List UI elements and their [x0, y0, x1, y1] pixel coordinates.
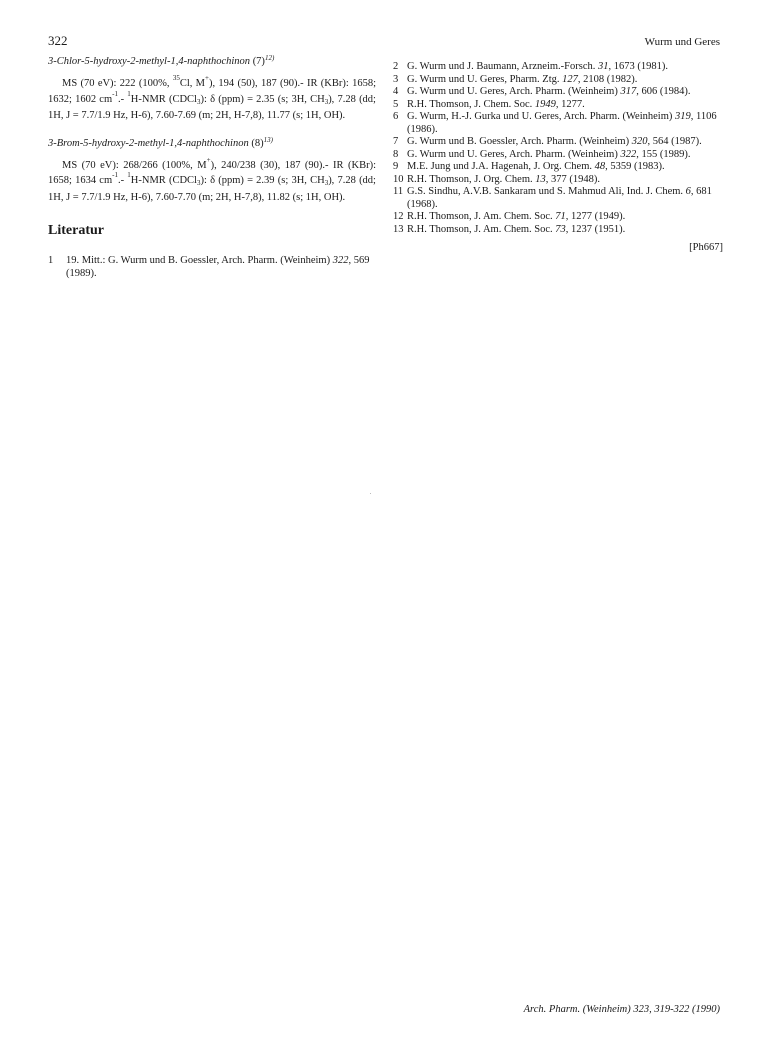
- compound-7-name: 3-Chlor-5-hydroxy-2-methyl-1,4-naphthochinon: [48, 56, 251, 67]
- reference-number: 6: [393, 111, 399, 122]
- ref-citation: R.H. Thomson, J. Chem. Soc.: [407, 98, 535, 110]
- reference-number: 4: [393, 86, 399, 97]
- data-text: MS (70 eV): 268/266 (100%, M: [62, 159, 207, 171]
- ref-citation-end: , 1106 (1986).: [407, 111, 717, 135]
- data-sub: 3: [324, 179, 329, 187]
- ref-volume: 73: [555, 223, 566, 235]
- reference-9: [393, 161, 723, 174]
- reference-number: 8: [393, 148, 399, 160]
- ref-citation: R.H. Thomson, J. Org. Chem.: [407, 173, 536, 185]
- reference-2: [393, 61, 723, 74]
- compound-7-number: (7): [252, 56, 265, 67]
- ref-citation-end: , 1237 (1951).: [565, 223, 626, 235]
- data-sup: 1: [127, 171, 131, 179]
- scan-speck: [370, 493, 371, 494]
- ref-citation: 19. Mitt.: G. Wurm und B. Goessler, Arch. Pharm. (Weinheim): [66, 255, 333, 266]
- reference-number: 10: [393, 173, 404, 185]
- data-text: .-: [117, 93, 128, 105]
- reference-11: [393, 186, 723, 211]
- reference-6: [393, 111, 723, 136]
- running-head: Wurm und Geres: [644, 36, 720, 48]
- reference-text: [407, 61, 723, 74]
- compound-8-title: [48, 135, 376, 149]
- reference-number: 13: [393, 223, 404, 235]
- ref-citation: G. Wurm und U. Geres, Pharm. Ztg.: [407, 73, 563, 85]
- reference-number: 2: [393, 61, 399, 72]
- data-text: H-NMR (CDCl: [130, 175, 197, 186]
- ref-citation: G. Wurm, H.-J. Gurka und U. Geres, Arch. Pharm. (Weinheim): [407, 111, 675, 122]
- data-sup: +: [205, 74, 209, 82]
- ref-citation: R.H. Thomson, J. Am. Chem. Soc.: [407, 223, 556, 235]
- ref-volume: 1949: [534, 98, 556, 110]
- reference-number: 5: [393, 98, 399, 110]
- reference-number: 11: [393, 186, 404, 197]
- ref-citation: G. Wurm und B. Goessler, Arch. Pharm. (Weinheim): [407, 136, 632, 147]
- reference-number: 1: [48, 255, 54, 266]
- ref-citation-end: , 1277 (1949).: [565, 211, 626, 222]
- ref-volume: 320: [631, 136, 648, 147]
- ref-volume: 31: [597, 61, 609, 72]
- manuscript-code: [Ph667]: [689, 242, 723, 253]
- compound-8-data: [48, 155, 376, 206]
- reference-number: 12: [393, 211, 404, 222]
- ref-volume: 48: [594, 161, 606, 172]
- reference-text: [407, 111, 723, 136]
- data-sup: -1: [112, 89, 118, 98]
- ref-citation-end: , 569 (1989).: [66, 255, 370, 279]
- data-sub: 3: [196, 97, 201, 106]
- data-text: ): δ (ppm) = 2.39 (s; 3H, CH: [200, 175, 325, 186]
- reference-text: [62, 255, 376, 280]
- reference-number: 7: [393, 136, 399, 147]
- ref-citation-end: , 564 (1987).: [647, 136, 702, 147]
- data-text: ): δ (ppm) = 2.35 (s; 3H, CH: [200, 93, 325, 105]
- compound-8-ref: 13): [263, 135, 273, 144]
- reference-3: [393, 74, 723, 87]
- ref-volume: 317: [620, 86, 637, 97]
- reference-number: 9: [393, 161, 399, 172]
- ref-citation-end: , 377 (1948).: [545, 173, 600, 185]
- ref-citation-end: , 155 (1989).: [636, 148, 691, 160]
- reference-text: [407, 161, 723, 174]
- reference-text: [407, 224, 723, 237]
- data-text: ), 7.28 (dd; 1H, J = 7.7/1.9 Hz, H-6), 7.60-7.70 (m; 2H, H-7,8), 11.82 (s; 1H, OH).: [48, 175, 376, 203]
- ref-citation: M.E. Jung und J.A. Hagenah, J. Org. Chem.: [407, 161, 595, 172]
- ref-citation: R.H. Thomson, J. Am. Chem. Soc.: [407, 211, 556, 222]
- ref-citation: G. Wurm und J. Baumann, Arzneim.-Forsch.: [407, 61, 598, 72]
- ref-citation: G. Wurm und U. Geres, Arch. Pharm. (Weinheim): [407, 86, 621, 97]
- reference-text: [407, 211, 723, 224]
- compound-7-data: [48, 76, 376, 124]
- ref-citation-end: , 606 (1984).: [636, 86, 691, 97]
- reference-list: [393, 61, 723, 236]
- reference-text: [407, 136, 723, 149]
- data-sub: 3: [324, 97, 329, 106]
- reference-text: [407, 186, 723, 211]
- ref-citation: G.S. Sindhu, A.V.B. Sankaram und S. Mahmud Ali, Ind. J. Chem.: [407, 186, 686, 197]
- data-text: ), 240/238 (30), 187 (90).- IR (KBr): 1658; 1634 cm: [48, 159, 376, 186]
- reference-8: [393, 149, 723, 162]
- reference-13: [393, 224, 723, 237]
- reference-text: [407, 99, 723, 112]
- reference-12: [393, 211, 723, 224]
- ref-citation-end: , 2108 (1982).: [577, 73, 638, 85]
- reference-7: [393, 136, 723, 149]
- reference-text: [407, 149, 723, 162]
- ref-volume: 71: [555, 211, 566, 222]
- reference-5: [393, 99, 723, 112]
- data-sup: 35: [172, 74, 180, 82]
- compound-8-name: 3-Brom-5-hydroxy-2-methyl-1,4-naphthochinon: [48, 137, 249, 149]
- reference-text: [407, 174, 723, 187]
- literature-heading: Literatur: [48, 223, 104, 238]
- reference-text: [407, 74, 723, 87]
- ref-citation-end: , 1277.: [555, 98, 585, 110]
- page-number: 322: [48, 33, 68, 48]
- data-text: H-NMR (CDCl: [130, 93, 197, 105]
- journal-footer: Arch. Pharm. (Weinheim) 323, 319-322 (1990): [523, 1004, 720, 1015]
- ref-volume: 322: [620, 148, 637, 160]
- reference-4: [393, 86, 723, 99]
- ref-citation: G. Wurm und U. Geres, Arch. Pharm. (Weinheim): [407, 148, 621, 160]
- reference-10: [393, 174, 723, 187]
- ref-volume: 319: [674, 111, 691, 122]
- data-sub: 3: [196, 179, 201, 187]
- right-column: [393, 61, 723, 253]
- ref-citation-end: , 681 (1968).: [407, 186, 712, 210]
- compound-7-ref: 12): [264, 54, 275, 62]
- data-sup: +: [206, 155, 211, 164]
- reference-number: 3: [393, 73, 399, 85]
- data-text: Cl, M: [179, 78, 206, 89]
- data-text: MS (70 eV): 222 (100%,: [62, 78, 173, 89]
- compound-8-number: (8): [251, 137, 264, 149]
- compound-7-title: [48, 56, 376, 67]
- data-text: ), 194 (50), 187 (90).- IR (KBr): 1658; 1632; 1602 cm: [48, 78, 377, 105]
- data-text: .-: [117, 175, 128, 186]
- data-text: ), 7.28 (dd; 1H, J = 7.7/1.9 Hz, H-6), 7.60-7.69 (m; 2H, H-7,8), 11.77 (s; 1H, OH).: [48, 93, 376, 121]
- data-sup: 1: [127, 89, 131, 98]
- ref-citation-end: , 1673 (1981).: [608, 61, 668, 72]
- reference-text: [407, 86, 723, 99]
- reference-1: [48, 255, 376, 280]
- ref-volume: 13: [535, 173, 546, 185]
- data-sup: -1: [112, 171, 118, 179]
- ref-volume: 322: [332, 255, 349, 266]
- ref-volume: 127: [562, 73, 578, 85]
- ref-citation-end: , 5359 (1983).: [605, 161, 665, 172]
- left-column: [48, 56, 376, 280]
- ref-volume: 6: [685, 186, 691, 197]
